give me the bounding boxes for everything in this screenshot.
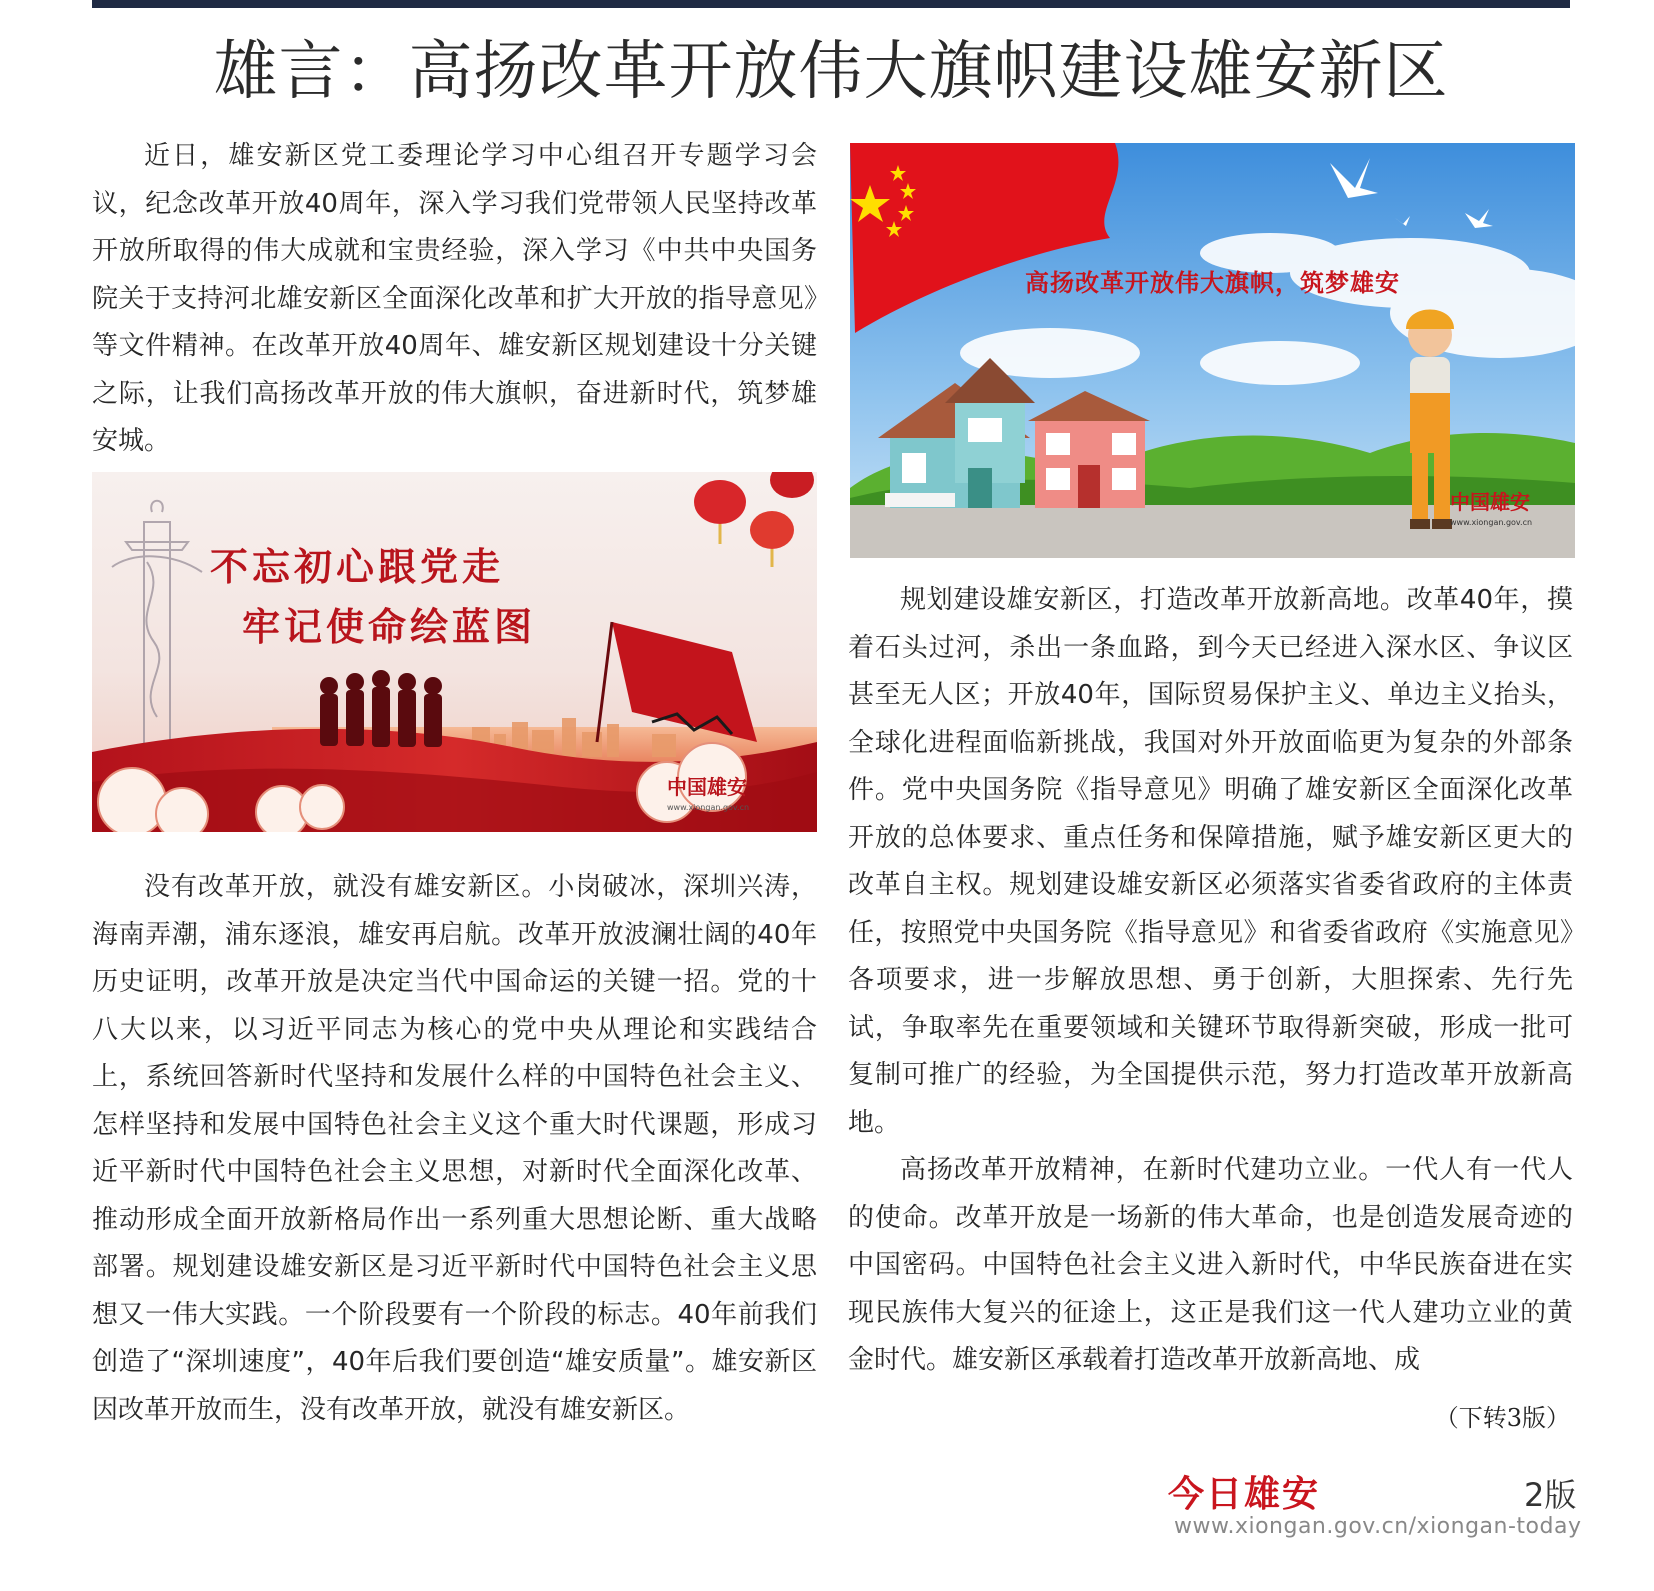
image-left-slogan-line1: 不忘初心跟党走 xyxy=(210,544,505,589)
image-left-watermark-url: www.xiongan.gov.cn xyxy=(667,803,750,812)
site-url: www.xiongan.gov.cn/xiongan-today xyxy=(1174,1514,1582,1539)
illustration-right-svg xyxy=(850,143,1575,558)
continued-note: （下转3版） xyxy=(1434,1404,1570,1432)
right-column xyxy=(848,577,1573,1385)
left-column-bottom xyxy=(92,864,817,1434)
image-left-watermark: 中国雄安 xyxy=(667,775,747,799)
image-right-watermark: 中国雄安 xyxy=(1450,490,1530,514)
paragraph-1: 近日，雄安新区党工委理论学习中心组召开专题学习会议，纪念改革开放40周年，深入学习我们党带领人民坚持改革开放所取得的伟大成就和宝贵经验，深入学习《中共中央国务院关于支持河北雄安新区全面深化改革和扩大开放的指导意见》等文件精神。在改革开放40周年、雄安新区规划建设十分关键之际，让我们高扬改革开放的伟大旗帜，奋进新时代，筑梦雄安城。 xyxy=(92,141,817,456)
image-right-slogan: 高扬改革开放伟大旗帜，筑梦雄安 xyxy=(1025,268,1400,297)
illustration-xiongan-dream xyxy=(850,143,1575,558)
left-column-top xyxy=(92,133,817,466)
illustration-left-svg xyxy=(92,472,817,832)
masthead-logo: 今日雄安 xyxy=(1168,1473,1321,1515)
paragraph-4: 高扬改革开放精神，在新时代建功立业。一代人有一代人的使命。改革开放是一场新的伟大革命，也是创造发展奇迹的中国密码。中国特色社会主义进入新时代，中华民族奋进在实现民族伟大复兴的征途上，这正是我们这一代人建功立业的黄金时代。雄安新区承载着打造改革开放新高地、成 xyxy=(848,1155,1573,1375)
article-headline: 雄言：高扬改革开放伟大旗帜建设雄安新区 xyxy=(213,35,1449,109)
illustration-remember-mission xyxy=(92,472,817,832)
paragraph-3: 规划建设雄安新区，打造改革开放新高地。改革40年，摸着石头过河，杀出一条血路，到今天已经进入深水区、争议区甚至无人区；开放40年，国际贸易保护主义、单边主义抬头，全球化进程面临新挑战，我国对外开放面临更为复杂的外部条件。党中央国务院《指导意见》明确了雄安新区全面深化改革开放的总体要求、重点任务和保障措施，赋予雄安新区更大的改革自主权。规划建设雄安新区必须落实省委省政府的主体责任，按照党中央国务院《指导意见》和省委省政府《实施意见》各项要求，进一步解放思想、勇于创新，大胆探索、先行先试，争取率先在重要领域和关键环节取得新突破，形成一批可复制可推广的经验，为全国提供示范，努力打造改革开放新高地。 xyxy=(848,585,1573,1138)
top-rule-bar xyxy=(92,0,1570,8)
page-number: 2版 xyxy=(1524,1476,1577,1514)
image-right-watermark-url: www.xiongan.gov.cn xyxy=(1450,518,1533,527)
paragraph-2: 没有改革开放，就没有雄安新区。小岗破冰，深圳兴涛，海南弄潮，浦东逐浪，雄安再启航。改革开放波澜壮阔的40年历史证明，改革开放是决定当代中国命运的关键一招。党的十八大以来，以习近平同志为核心的党中央从理论和实践结合上，系统回答新时代坚持和发展什么样的中国特色社会主义、怎样坚持和发展中国特色社会主义这个重大时代课题，形成习近平新时代中国特色社会主义思想，对新时代全面深化改革、推动形成全面开放新格局作出一系列重大思想论断、重大战略部署。规划建设雄安新区是习近平新时代中国特色社会主义思想又一伟大实践。一个阶段要有一个阶段的标志。40年前我们创造了“深圳速度”，40年后我们要创造“雄安质量”。雄安新区因改革开放而生，没有改革开放，就没有雄安新区。 xyxy=(92,872,817,1425)
image-left-slogan-line2: 牢记使命绘蓝图 xyxy=(242,604,537,649)
